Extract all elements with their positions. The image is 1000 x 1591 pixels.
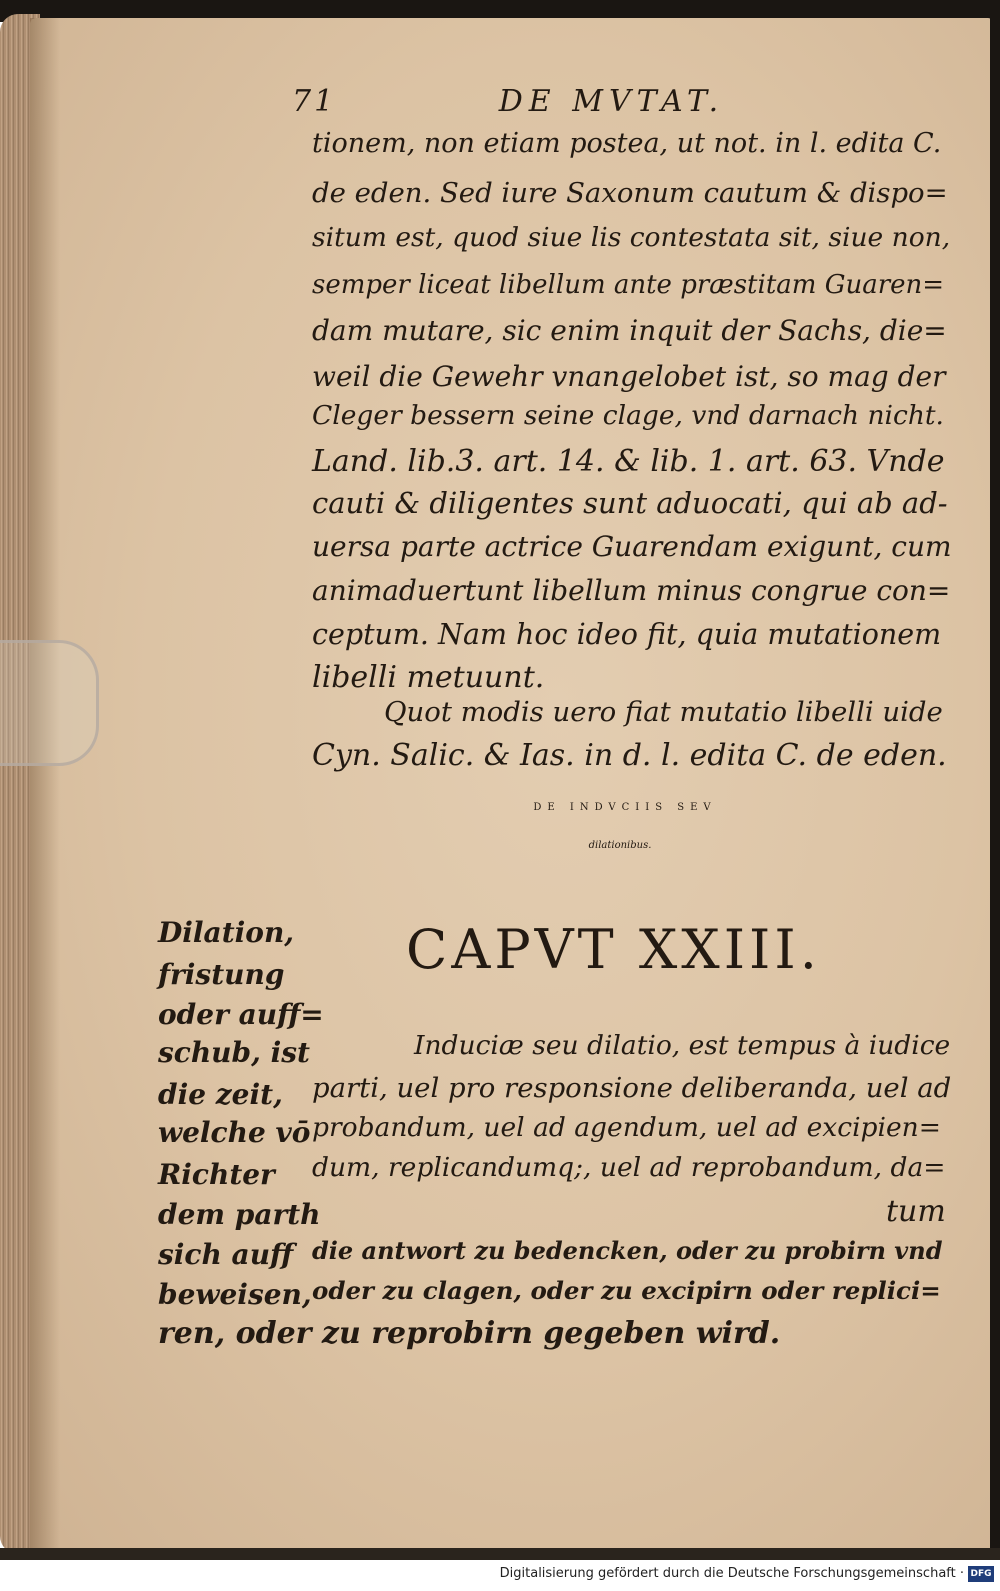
margin-note-line: Dilation, (158, 916, 295, 949)
chapter-text-line: dum, replicandumq;, uel ad reprobandum, da= (312, 1152, 946, 1183)
chapter-title: CAPVT XXIII. (406, 918, 821, 981)
margin-note-line: Richter (158, 1158, 275, 1191)
chapter-text-line: parti, uel pro responsione deliberanda, uel ad (312, 1072, 952, 1104)
margin-note-line: beweisen, (158, 1278, 312, 1311)
margin-note-line: oder auff= (158, 998, 324, 1031)
german-text-line: die antwort zu bedencken, oder zu probirn vnd (312, 1236, 943, 1265)
chapter-text-line: Induciæ seu dilatio, est tempus à iudice (414, 1030, 951, 1061)
section-subheading: dilationibus. (588, 840, 652, 851)
page-gutter-shadow (30, 18, 60, 1550)
margin-note-line: fristung (158, 958, 285, 991)
margin-note-line: dem parth (158, 1198, 321, 1231)
page-clip (0, 640, 99, 766)
body-line: weil die Gewehr vnangelobet ist, so mag der (312, 360, 946, 393)
body-line: Quot modis uero fiat mutatio libelli uide (384, 696, 943, 728)
page-number: 71 (292, 84, 337, 119)
funding-credit: Digitalisierung gefördert durch die Deutsche Forschungsgemeinschaft · (499, 1566, 964, 1581)
body-line: libelli metuunt. (312, 660, 545, 695)
body-line: de eden. Sed iure Saxonum cautum & dispo= (312, 177, 948, 209)
section-heading: DE INDVCIIS SEV (533, 802, 717, 813)
body-line: semper liceat libellum ante præstitam Guaren= (312, 270, 945, 300)
chapter-text-line: tum (886, 1194, 946, 1229)
body-line: uersa parte actrice Guarendam exigunt, cum (312, 530, 952, 563)
margin-note-line: sich auff (158, 1238, 294, 1271)
margin-note-line: welche vō (158, 1116, 311, 1149)
margin-note-line: die zeit, (158, 1078, 283, 1111)
body-line: ceptum. Nam hoc ideo fit, quia mutationem (312, 618, 942, 651)
dfg-logo: DFG (968, 1566, 994, 1582)
margin-note-line: schub, ist (158, 1036, 310, 1069)
body-line: situm est, quod siue lis contestata sit, siue non, (312, 222, 951, 253)
body-line: dam mutare, sic enim inquit der Sachs, die= (312, 314, 947, 347)
body-line: tionem, non etiam postea, ut not. in l. edita C. (312, 128, 942, 159)
running-head (292, 84, 724, 119)
body-line: Cyn. Salic. & Ias. in d. l. edita C. de eden. (312, 738, 947, 773)
body-line: cauti & diligentes sunt aduocati, qui ab ad- (312, 486, 948, 520)
german-text-line: ren, oder zu reprobirn gegeben wird. (158, 1316, 781, 1351)
body-line: Land. lib.3. art. 14. & lib. 1. art. 63. Vnde (312, 444, 945, 479)
chapter-text-line: probandum, uel ad agendum, uel ad excipien= (312, 1112, 941, 1143)
body-line: animaduertunt libellum minus congrue con= (312, 574, 951, 607)
scan-right-edge (990, 0, 1000, 1560)
scan-bottom-edge (0, 1548, 1000, 1560)
running-title: DE MVTAT. (498, 84, 725, 119)
body-line: Cleger bessern seine clage, vnd darnach nicht. (312, 400, 944, 431)
german-text-line: oder zu clagen, oder zu excipirn oder replici= (312, 1276, 941, 1305)
